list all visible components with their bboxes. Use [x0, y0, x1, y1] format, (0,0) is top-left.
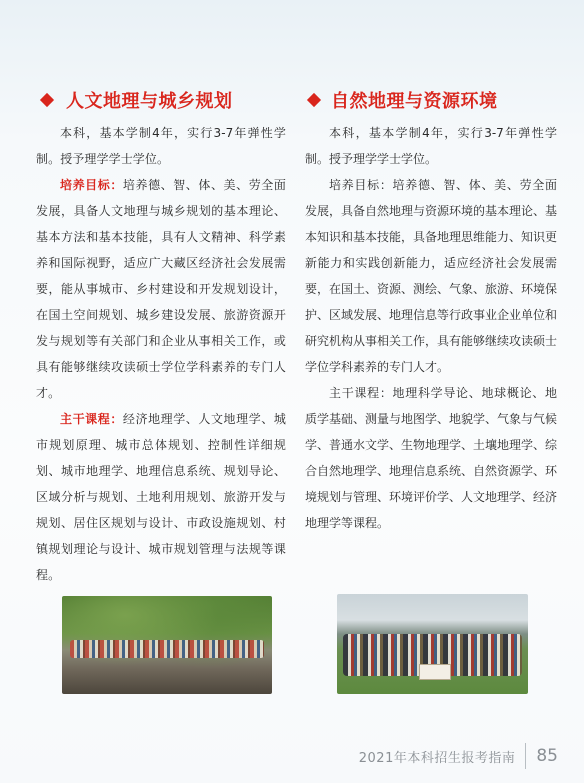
section-heading [305, 86, 557, 114]
goal-label: 培养目标： [329, 178, 393, 192]
course-paragraph [36, 406, 286, 588]
page-number: 85 [536, 746, 558, 766]
banner-sign [419, 664, 451, 680]
major-section-human-geography [36, 86, 286, 588]
field-trip-photo-mountain [62, 596, 272, 694]
section-title: 人文地理与城乡规划 [66, 91, 233, 112]
course-label: 主干课程： [60, 412, 123, 426]
course-label: 主干课程： [329, 386, 393, 400]
goal-paragraph [36, 172, 286, 406]
diamond-bullet-icon [40, 93, 54, 107]
intro-paragraph [36, 120, 286, 172]
footer-divider [525, 743, 526, 769]
page-footer [359, 741, 558, 771]
intro-paragraph [305, 120, 557, 172]
student-group [70, 640, 264, 658]
goal-label: 培养目标： [60, 178, 123, 192]
section-heading [36, 86, 286, 114]
course-paragraph [305, 380, 557, 536]
section-title: 自然地理与资源环境 [331, 91, 498, 112]
course-text: 地理科学导论、地球概论、地质学基础、测量与地图学、地貌学、气象与气候学、普通水文学、生物地理学、土壤地理学、综合自然地理学、地理信息系统、自然资源学、环境规划与管理、环境评价学、人文地理学、经济地理学等课程。 [305, 386, 558, 530]
goal-text: 培养德、智、体、美、劳全面发展，具备人文地理与城乡规划的基本理论、基本方法和基本技能，具有人文精神、科学素养和国际视野，适应广大藏区经济社会发展需要，能从事城市、乡村建设和开发规划设计，在国土空间规划、城乡建设发展、旅游资源开发与规划等有关部门和企业从事相关工作，或具有能够继续攻读硕士学位学科素养的专门人才。 [36, 178, 286, 400]
course-text: 经济地理学、人文地理学、城市规划原理、城市总体规划、控制性详细规划、城市地理学、地理信息系统、规划导论、区域分析与规划、土地利用规划、旅游开发与规划、居住区规划与设计、市政设施规划、村镇规划理论与设计、城市规划管理与法规等课程。 [36, 412, 286, 582]
diamond-bullet-icon [307, 93, 321, 107]
intro-text: 本科，基本学制4年，实行3-7年弹性学制。授予理学学士学位。 [36, 126, 286, 166]
major-section-physical-geography [305, 86, 557, 536]
guide-title: 2021年本科招生报考指南 [358, 750, 516, 766]
intro-text: 本科，基本学制4年，实行3-7年弹性学制。授予理学学士学位。 [305, 126, 557, 166]
goal-paragraph [305, 172, 557, 380]
goal-text: 培养德、智、体、美、劳全面发展，具备自然地理与资源环境的基本理论、基本知识和基本技能，具备地理思维能力、知识更新能力和实践创新能力，适应经济社会发展需要，在国土、资源、测绘、气象、旅游、环境保护、区域发展、地理信息等行政事业企业单位和研究机构从事相关工作，具有能够继续攻读硕士学位学科素养的专门人才。 [305, 178, 558, 374]
group-photo-grassland [337, 594, 528, 694]
